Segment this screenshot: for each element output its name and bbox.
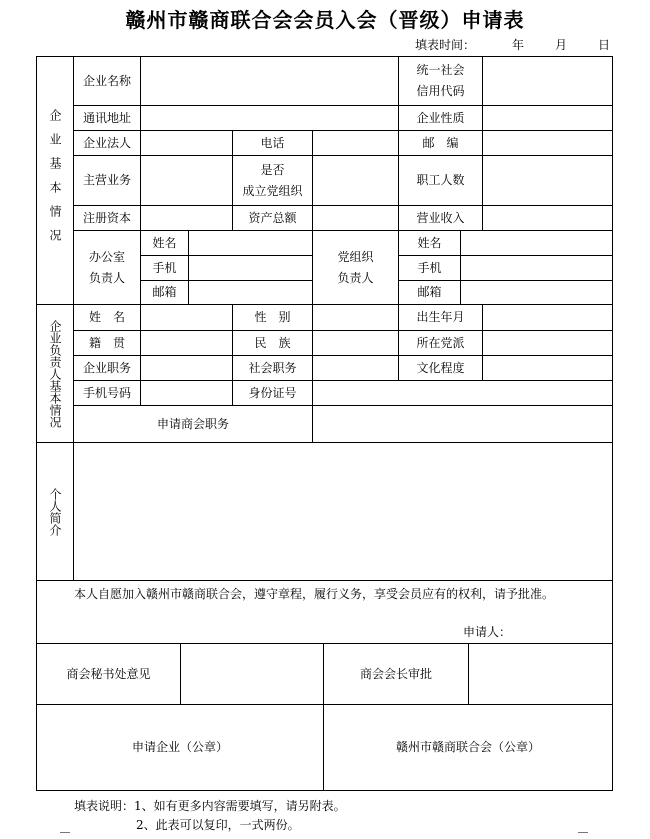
phone-label: 电话	[260, 135, 285, 150]
credit-code-label: 统一社会信用代码	[416, 63, 465, 98]
gender-label: 性 别	[254, 310, 291, 324]
apply-post-label: 申请商会职务	[156, 416, 229, 431]
address-label: 通讯地址	[82, 110, 131, 125]
office-head-email-field[interactable]	[189, 281, 312, 304]
postcode-label: 邮 编	[422, 135, 459, 150]
party-head-mobile-field[interactable]	[461, 256, 612, 280]
main-business-label: 主营业务	[82, 173, 131, 187]
company-nature-label: 企业性质	[416, 110, 465, 125]
party-org-field[interactable]	[313, 156, 398, 205]
leader-name-label: 姓 名	[88, 310, 125, 324]
apply-post-field[interactable]	[313, 406, 612, 442]
applicant-label: 申请人：	[463, 625, 512, 639]
office-head-email-label: 邮箱	[152, 285, 177, 299]
ethnicity-label: 民 族	[254, 335, 291, 350]
fill-time-month: 月	[555, 38, 568, 52]
revenue-label: 营业收入	[416, 210, 465, 225]
employees-field[interactable]	[483, 156, 612, 205]
fill-time-day: 日	[598, 38, 611, 52]
party-label: 所在党派	[416, 335, 465, 350]
section-leader-label: 企业负责人基本情况	[48, 319, 62, 428]
birth-field[interactable]	[483, 305, 612, 330]
legal-person-label: 企业法人	[82, 135, 131, 150]
party-head-name-field[interactable]	[461, 231, 612, 255]
office-head-name-label: 姓名	[152, 235, 177, 250]
secretary-opinion-label: 商会秘书处意见	[66, 666, 151, 681]
education-field[interactable]	[483, 356, 612, 380]
form-title: 赣州市赣商联合会会员入会（晋级）申请表	[125, 8, 525, 32]
president-approval-field[interactable]	[469, 644, 612, 704]
office-head-mobile-field[interactable]	[189, 256, 312, 280]
social-post-label: 社会职务	[248, 360, 297, 375]
company-post-field[interactable]	[141, 356, 232, 380]
declaration-text: 本人自愿加入赣州市赣商联合会，遵守章程，履行义务，享受会员应有的权利，请予批准。	[74, 587, 555, 601]
party-head-email-label: 邮箱	[417, 285, 442, 299]
legal-person-field[interactable]	[141, 131, 232, 155]
origin-field[interactable]	[141, 331, 232, 355]
intro-field[interactable]	[74, 443, 612, 580]
section-company-label: 企业基本情况	[48, 108, 62, 253]
applicant-seal-label: 申请企业（公章）	[131, 740, 228, 754]
social-post-field[interactable]	[313, 356, 398, 380]
company-post-label: 企业职务	[82, 360, 131, 375]
gender-field[interactable]	[313, 305, 398, 330]
id-number-field[interactable]	[313, 381, 612, 405]
party-head-label: 党组织 负责人	[337, 249, 374, 285]
birth-label: 出生年月	[416, 310, 465, 324]
origin-label: 籍 贯	[88, 335, 125, 350]
employees-label: 职工人数	[416, 173, 465, 187]
mobile-field[interactable]	[141, 381, 232, 405]
party-head-email-field[interactable]	[461, 281, 612, 304]
reg-capital-field[interactable]	[141, 206, 232, 230]
office-head-label: 办公室 负责人	[88, 249, 125, 285]
id-number-label: 身份证号	[248, 385, 297, 400]
phone-field[interactable]	[313, 131, 398, 155]
secretary-opinion-field[interactable]	[181, 644, 323, 704]
revenue-field[interactable]	[483, 206, 612, 230]
ethnicity-field[interactable]	[313, 331, 398, 355]
main-business-field[interactable]	[141, 156, 232, 205]
fill-time-label: 填表时间：	[415, 38, 476, 52]
party-field[interactable]	[483, 331, 612, 355]
party-org-label: 是否 成立党组织	[242, 162, 303, 198]
education-label: 文化程度	[416, 360, 465, 375]
company-name-field[interactable]	[141, 57, 398, 105]
party-head-mobile-label: 手机	[417, 260, 442, 275]
total-assets-field[interactable]	[313, 206, 398, 230]
note-line-1: 填表说明：1、如有更多内容需要填写，请另附表。	[74, 799, 346, 813]
office-head-name-field[interactable]	[189, 231, 312, 255]
section-intro-label: 个人简介	[48, 487, 62, 536]
credit-code-field[interactable]	[483, 57, 612, 105]
office-head-mobile-label: 手机	[152, 260, 177, 275]
postcode-field[interactable]	[483, 131, 612, 155]
party-head-name-label: 姓名	[417, 235, 442, 250]
address-field[interactable]	[141, 106, 398, 130]
federation-seal-label: 赣州市赣商联合会（公章）	[395, 740, 540, 754]
note-line-2: 2、此表可以复印，一式两份。	[136, 818, 300, 832]
company-name-label: 企业名称	[82, 73, 131, 88]
mobile-label: 手机号码	[82, 385, 131, 400]
fill-time-year: 年	[512, 38, 525, 52]
president-approval-label: 商会会长审批	[359, 666, 432, 681]
leader-name-field[interactable]	[141, 305, 232, 330]
company-nature-field[interactable]	[483, 106, 612, 130]
total-assets-label: 资产总额	[248, 210, 297, 225]
reg-capital-label: 注册资本	[82, 210, 131, 225]
